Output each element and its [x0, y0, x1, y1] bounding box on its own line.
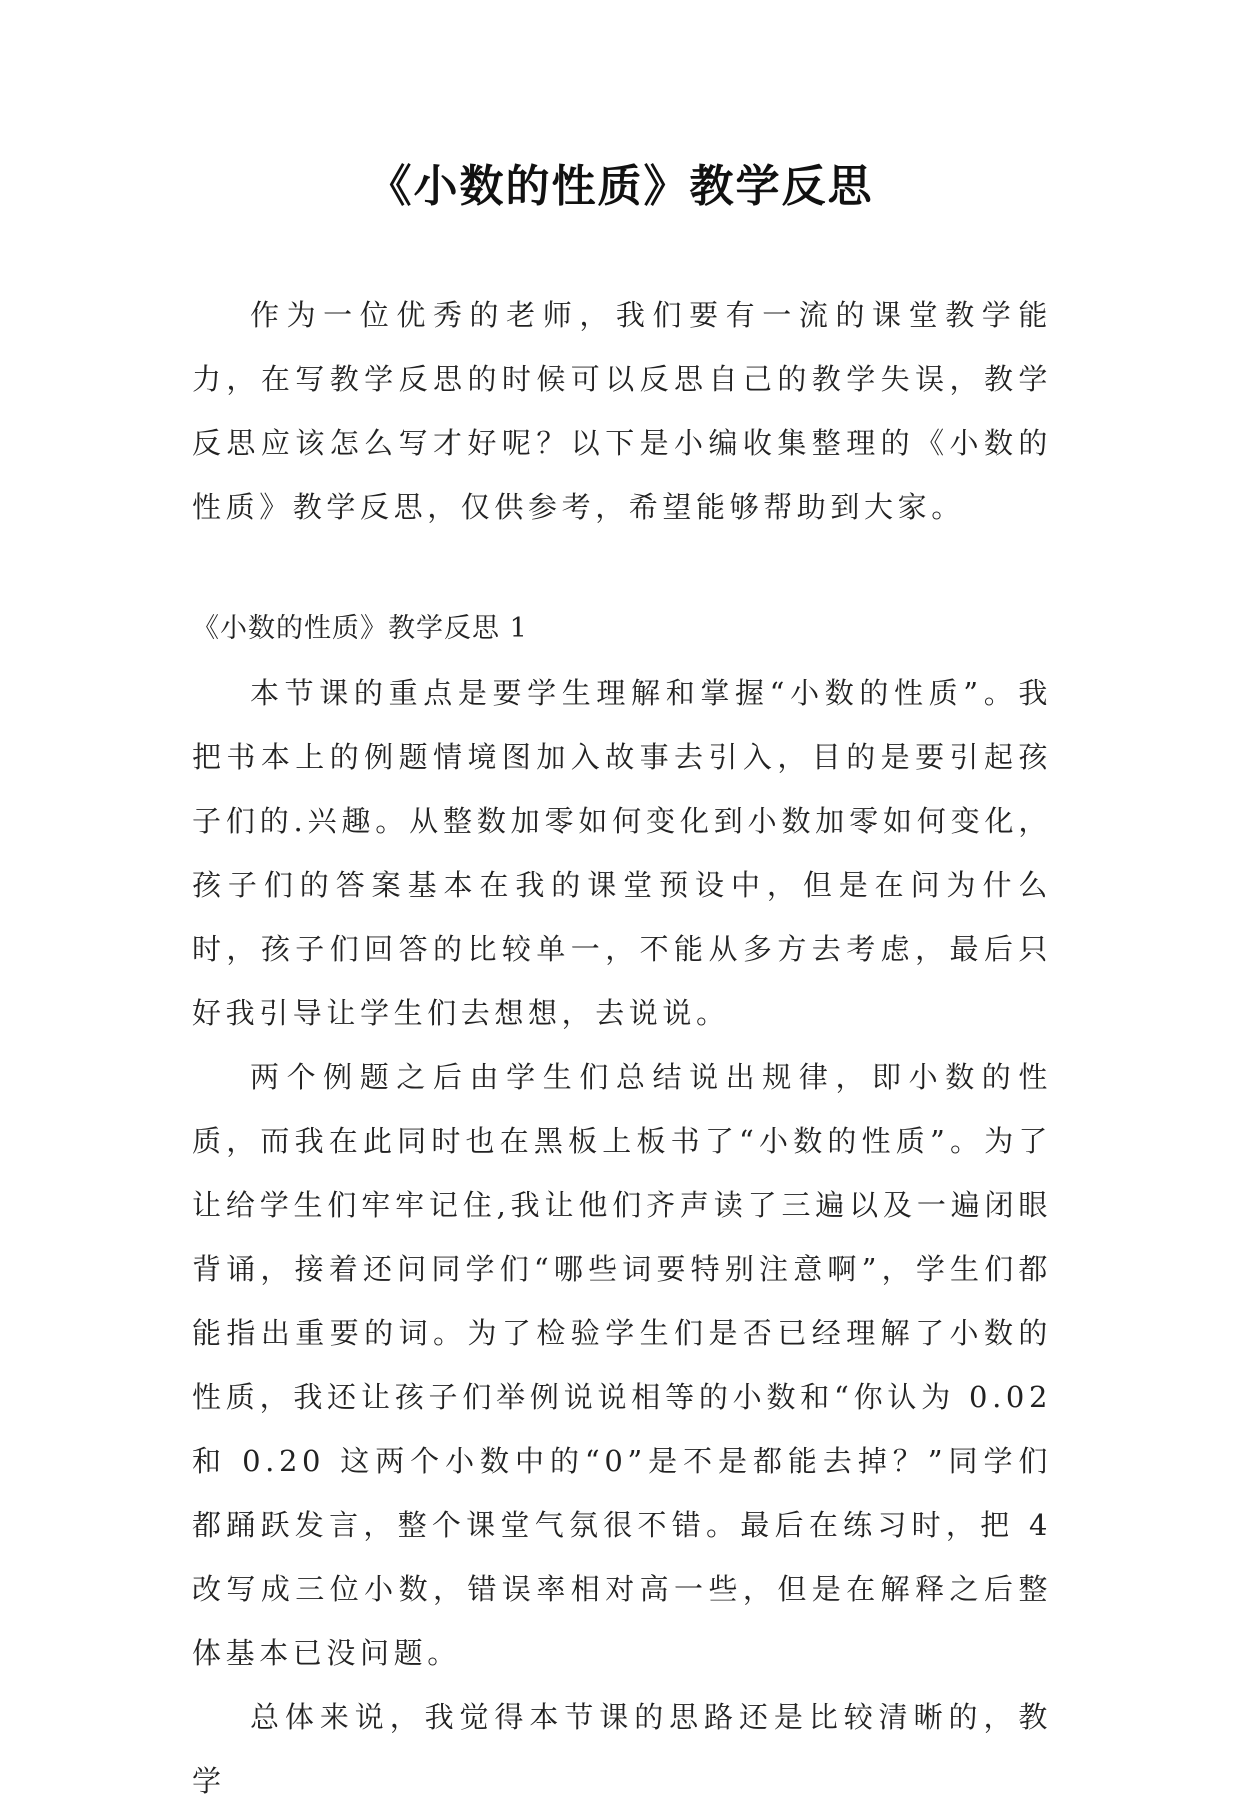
body-paragraph-1: 本节课的重点是要学生理解和掌握“小数的性质”。我把书本上的例题情境图加入故事去引入，目的是要引起孩子们的.兴趣。从整数加零如何变化到小数加零如何变化，孩子们的答案基本在我的课堂预设中，但是在问为什么时，孩子们回答的比较单一，不能从多方去考虑，最后只好我引导让学生们去想想，去说说。 [192, 676, 1052, 1030]
intro-paragraph: 作为一位优秀的老师，我们要有一流的课堂教学能力，在写教学反思的时候可以反思自己的教学失误，教学反思应该怎么写才好呢？以下是小编收集整理的《小数的性质》教学反思，仅供参考，希望能够帮助到大家。 [192, 298, 1052, 524]
document-body [192, 283, 1052, 1813]
section-heading: 《小数的性质》教学反思 1 [192, 613, 528, 644]
body-paragraph-2: 两个例题之后由学生们总结说出规律，即小数的性质，而我在此同时也在黑板上板书了“小数的性质”。为了让给学生们牢牢记住,我让他们齐声读了三遍以及一遍闭眼背诵，接着还问同学们“哪些词要特别注意啊”，学生们都能指出重要的词。为了检验学生们是否已经理解了小数的性质，我还让孩子们举例说说相等的小数和“你认为 0.02 和 0.20 这两个小数中的“0”是不是都能去掉？”同学们都踊跃发言，整个课堂气氛很不错。最后在练习时，把 4 改写成三位小数，错误率相对高一些，但是在解释之后整体基本已没问题。 [192, 1060, 1052, 1670]
document-title: 《小数的性质》教学反思 [367, 161, 874, 212]
body-paragraph-3: 总体来说，我觉得本节课的思路还是比较清晰的，教学 [192, 1700, 1052, 1798]
